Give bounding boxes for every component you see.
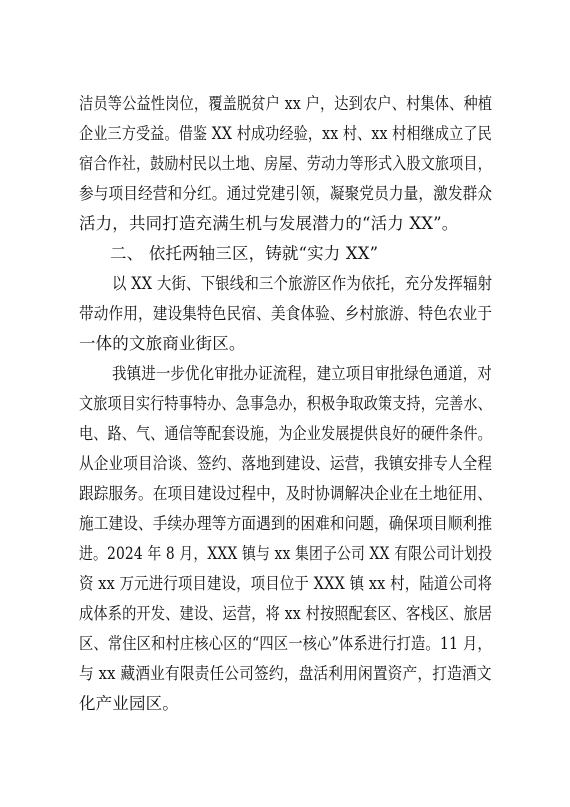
paragraph-3-line-1: 我镇进一步优化审批办证流程，建立项目审批绿色通道，对: [112, 364, 492, 383]
paragraph-3-line-5: 跟踪服务。在项目建设过程中，及时协调解决企业在土地征用、: [79, 484, 493, 503]
paragraph-2-line-1: 以 XX 大街、下银线和三个旅游区作为依托，充分发挥辐射: [112, 274, 493, 293]
paragraph-1-line-1: 洁员等公益性岗位，覆盖脱贫户 xx 户，达到农户、村集体、种植: [79, 94, 493, 113]
paragraph-2-line-2: 带动作用，建设集特色民宿、美食体验、乡村旅游、特色农业于: [79, 304, 493, 323]
paragraph-3-line-12: 化产业园区。: [79, 694, 179, 713]
paragraph-2-line-3: 一体的文旅商业街区。: [79, 334, 246, 353]
paragraph-3-line-4: 从企业项目洽谈、签约、落地到建设、运营，我镇安排专人全程: [79, 454, 493, 473]
paragraph-3-line-3: 电、路、气、通信等配套设施，为企业发展提供良好的硬件条件。: [79, 424, 492, 443]
paragraph-3-line-11: 与 xx 藏酒业有限责任公司签约，盘活利用闲置资产，打造酒文: [79, 664, 492, 683]
paragraph-3-line-8: 资 xx 万元进行项目建设，项目位于 XXX 镇 xx 村，陆道公司将: [79, 574, 493, 593]
paragraph-1-line-2: 企业三方受益。借鉴 XX 村成功经验，xx 村、xx 村相继成立了民: [79, 124, 492, 143]
section-heading: 二、 依托两轴三区，铸就“实力 XX”: [110, 244, 379, 263]
paragraph-1-line-5: 活力，共同打造充满生机与发展潜力的“活力 XX”。: [79, 214, 459, 233]
paragraph-1-line-3: 宿合作社，鼓励村民以土地、房屋、劳动力等形式入股文旅项目，: [79, 154, 492, 173]
paragraph-1-line-4: 参与项目经营和分红。通过党建引领，凝聚党员力量，激发群众: [79, 184, 493, 203]
paragraph-3-line-7: 进。2024 年 8 月，XXX 镇与 xx 集团子公司 XX 有限公司计划投: [79, 544, 493, 563]
paragraph-3-line-9: 成体系的开发、建设、运营，将 xx 村按照配套区、客栈区、旅居: [79, 604, 493, 623]
paragraph-3-line-10: 区、常住区和村庄核心区的“四区一核心”体系进行打造。11 月，: [79, 634, 492, 653]
paragraph-3-line-6: 施工建设、手续办理等方面遇到的困难和问题，确保项目顺利推: [79, 514, 493, 533]
paragraph-3-line-2: 文旅项目实行特事特办、急事急办，积极争取政策支持，完善水、: [79, 394, 492, 413]
